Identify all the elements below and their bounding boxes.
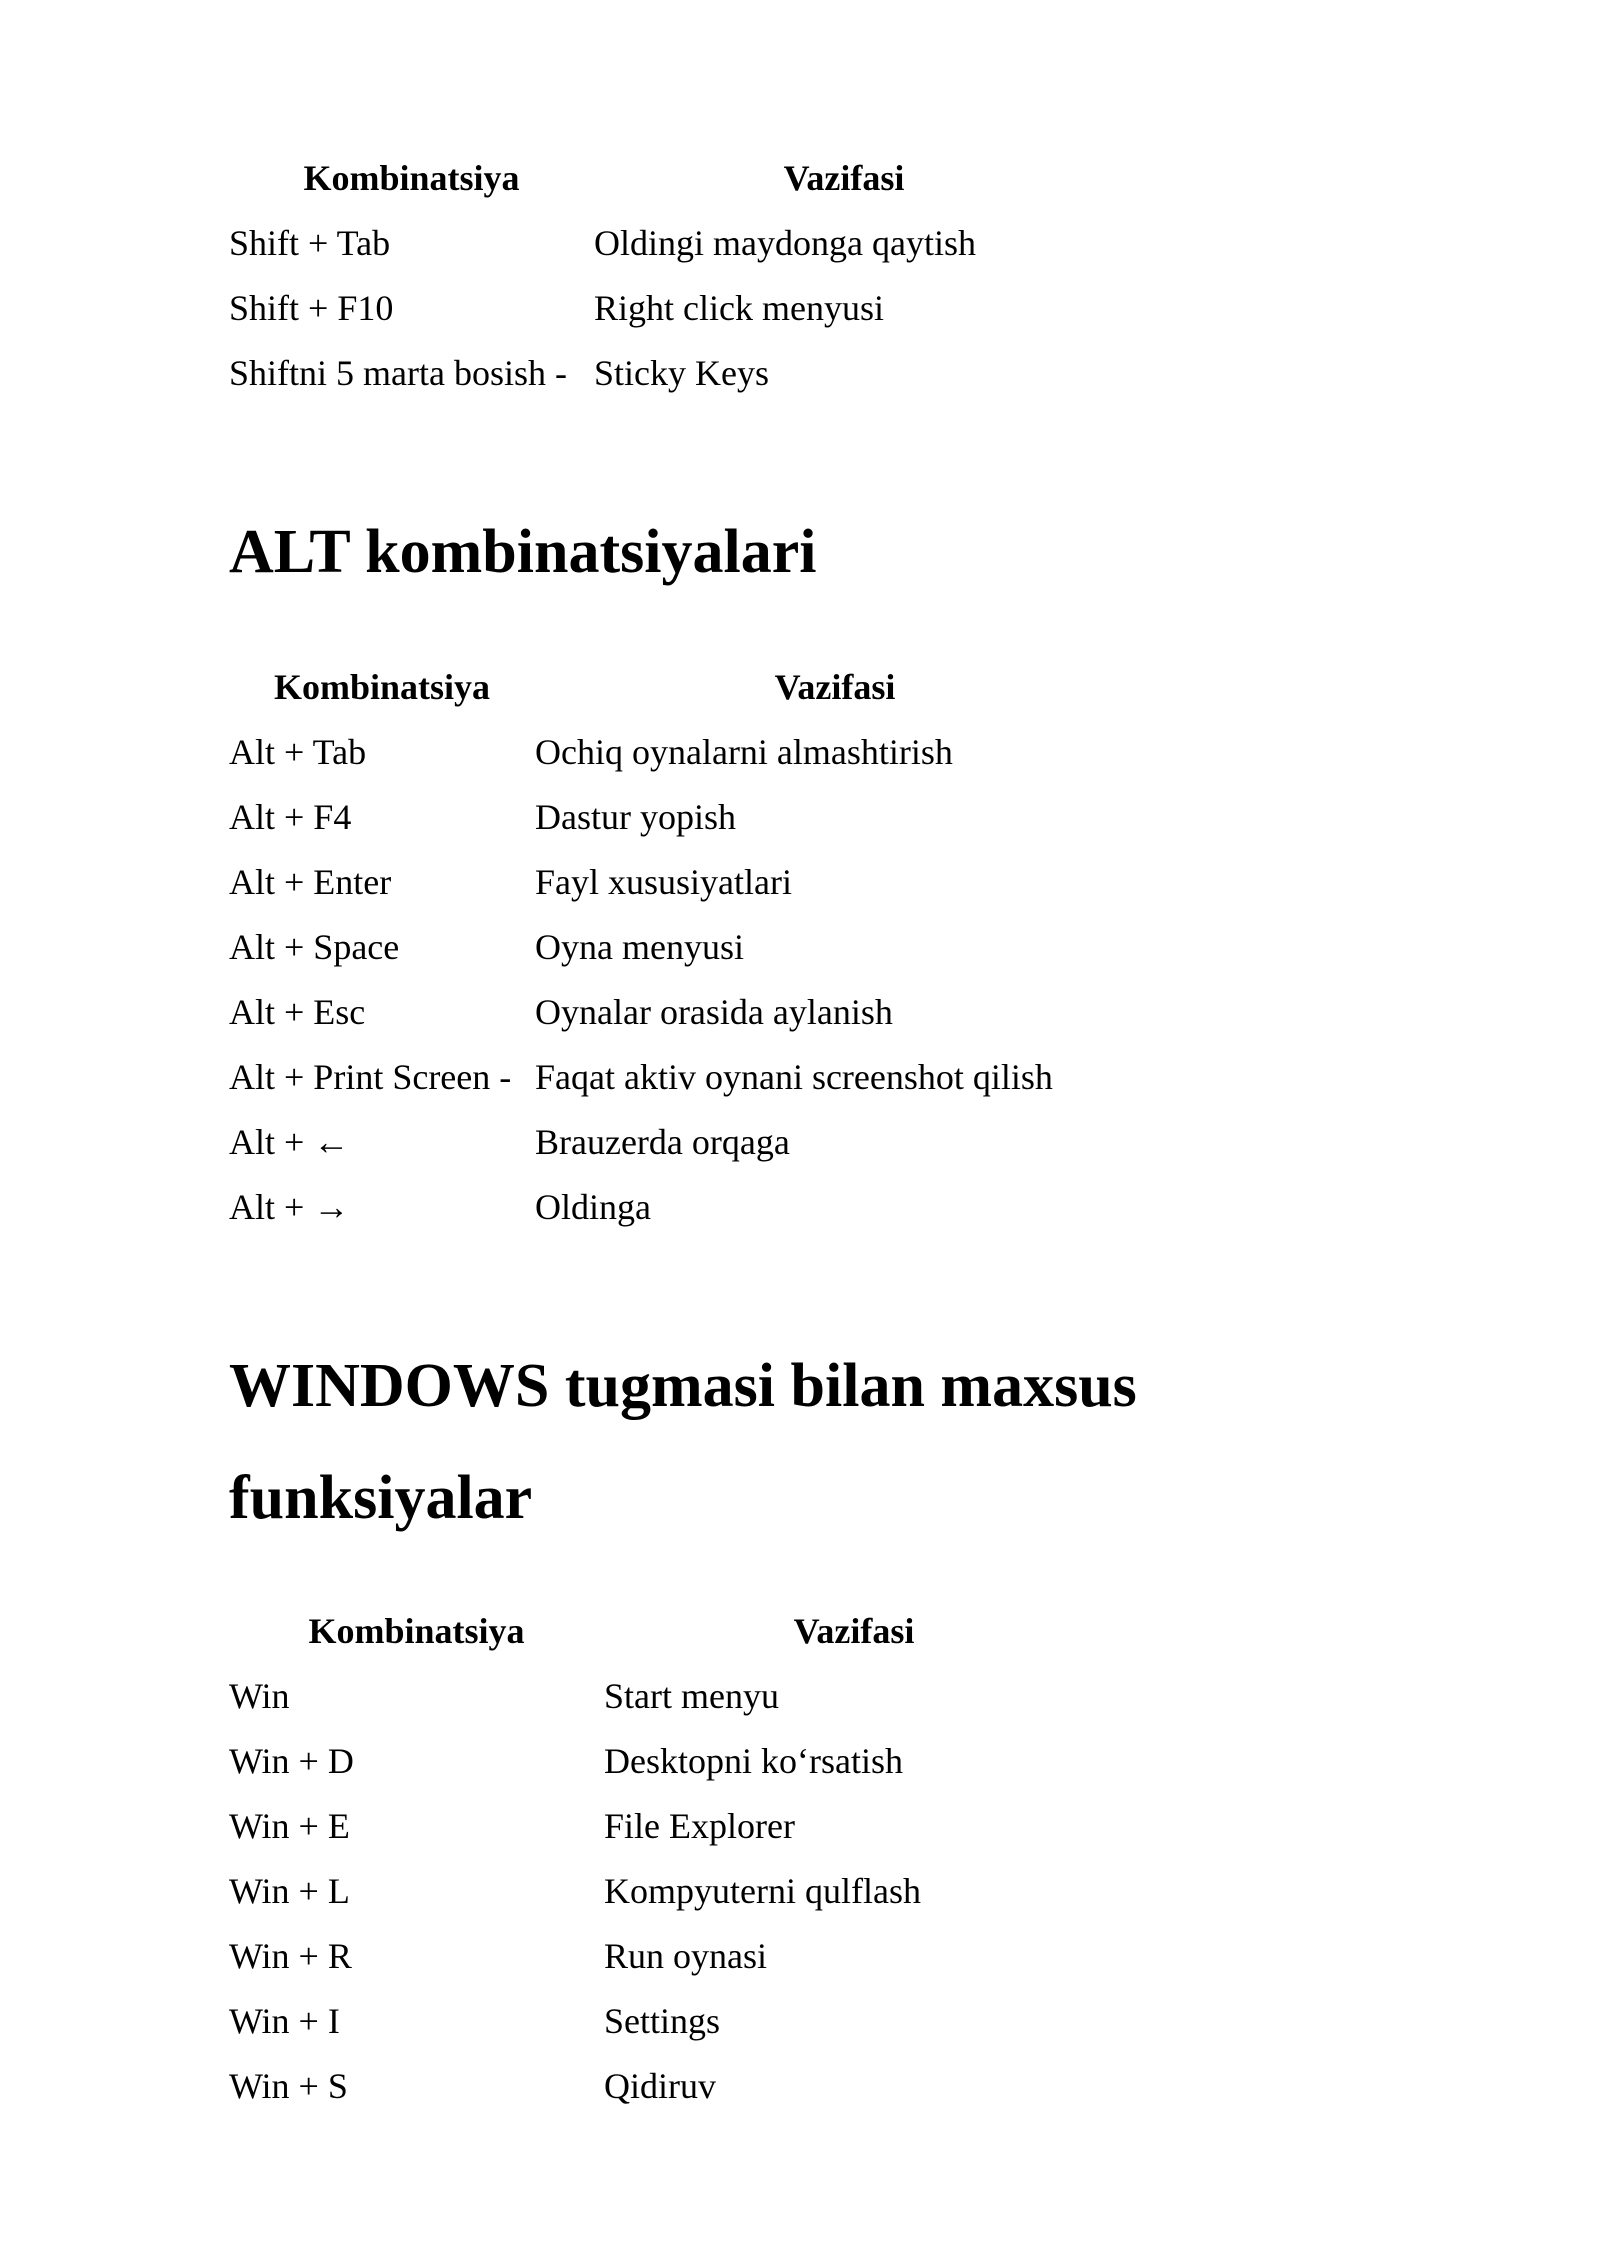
shortcut-function: File Explorer [604,1805,795,1846]
shortcut-combination: Win + S [229,2065,348,2106]
windows-heading-line-1: WINDOWS tugmasi bilan maxsus [229,1352,1137,1420]
table-row [229,1793,1104,1858]
header-function: Vazifasi [783,158,905,198]
table-row [229,719,1135,784]
shortcut-function: Dastur yopish [535,796,736,837]
alt-shortcuts-table [229,655,1135,1239]
alt-section-heading: ALT kombinatsiyalari [229,518,817,586]
header-combination: Kombinatsiya [273,667,491,707]
shortcut-combination: Alt + Esc [229,991,366,1032]
table-row [229,1174,1135,1239]
shortcut-combination: Alt + Tab [229,731,367,772]
table-header-row [229,146,1094,210]
shortcut-combination: Win [229,1675,290,1716]
shortcut-combination: Alt + Print Screen - [229,1056,512,1097]
shortcut-combination: Alt + Enter [229,861,392,902]
shortcut-function: Settings [604,2000,721,2041]
shortcut-combination: Alt + ← [229,1121,350,1162]
shortcut-function: Fayl xususiyatlari [535,861,792,902]
shortcut-function: Oldingi maydonga qaytish [594,222,976,263]
table-row [229,210,1094,275]
shortcut-combination: Win + R [229,1935,352,1976]
header-combination: Kombinatsiya [308,1611,525,1651]
shortcut-combination: Shift + F10 [229,287,394,328]
shortcut-function: Oynalar orasida aylanish [535,991,893,1032]
shortcut-function: Start menyu [604,1675,779,1716]
shortcut-function: Sticky Keys [594,352,769,393]
table-row [229,1988,1104,2053]
table-row [229,1109,1135,1174]
table-row [229,914,1135,979]
table-row [229,1044,1135,1109]
shift-shortcuts-table [229,146,1094,405]
table-header-row [229,655,1135,719]
windows-shortcuts-table [229,1599,1104,2118]
shortcut-combination: Win + E [229,1805,350,1846]
windows-heading-line-2: funksiyalar [229,1464,533,1532]
shortcut-function: Brauzerda orqaga [535,1121,790,1162]
shortcut-function: Kompyuterni qulflash [604,1870,921,1911]
table-row [229,2053,1104,2118]
shortcut-function: Qidiruv [604,2065,716,2106]
table-row [229,979,1135,1044]
windows-section-heading [229,1330,1137,1554]
shortcut-combination: Alt + Space [229,926,400,967]
shortcut-function: Desktopni ko‘rsatish [604,1740,903,1781]
shortcut-function: Ochiq oynalarni almashtirish [535,731,953,772]
shortcut-combination: Alt + → [229,1186,350,1227]
table-row [229,849,1135,914]
shortcut-function: Run oynasi [604,1935,768,1976]
table-row [229,1923,1104,1988]
table-row [229,340,1094,405]
shortcut-combination: Win + L [229,1870,350,1911]
header-function: Vazifasi [793,1611,915,1651]
shortcut-function: Right click menyusi [594,287,884,328]
table-row [229,1858,1104,1923]
table-row [229,784,1135,849]
table-row [229,275,1094,340]
header-combination: Kombinatsiya [303,158,520,198]
header-function: Vazifasi [774,667,896,707]
table-row [229,1663,1104,1728]
shortcut-combination: Win + I [229,2000,340,2041]
table-row [229,1728,1104,1793]
shortcut-function: Oyna menyusi [535,926,744,967]
shortcut-function: Faqat aktiv oynani screenshot qilish [535,1056,1053,1097]
table-header-row [229,1599,1104,1663]
shortcut-combination: Alt + F4 [229,796,352,837]
shortcut-combination: Win + D [229,1740,354,1781]
shortcut-combination: Shiftni 5 marta bosish - [229,352,567,393]
shortcut-function: Oldinga [535,1186,651,1227]
shortcut-combination: Shift + Tab [229,222,391,263]
